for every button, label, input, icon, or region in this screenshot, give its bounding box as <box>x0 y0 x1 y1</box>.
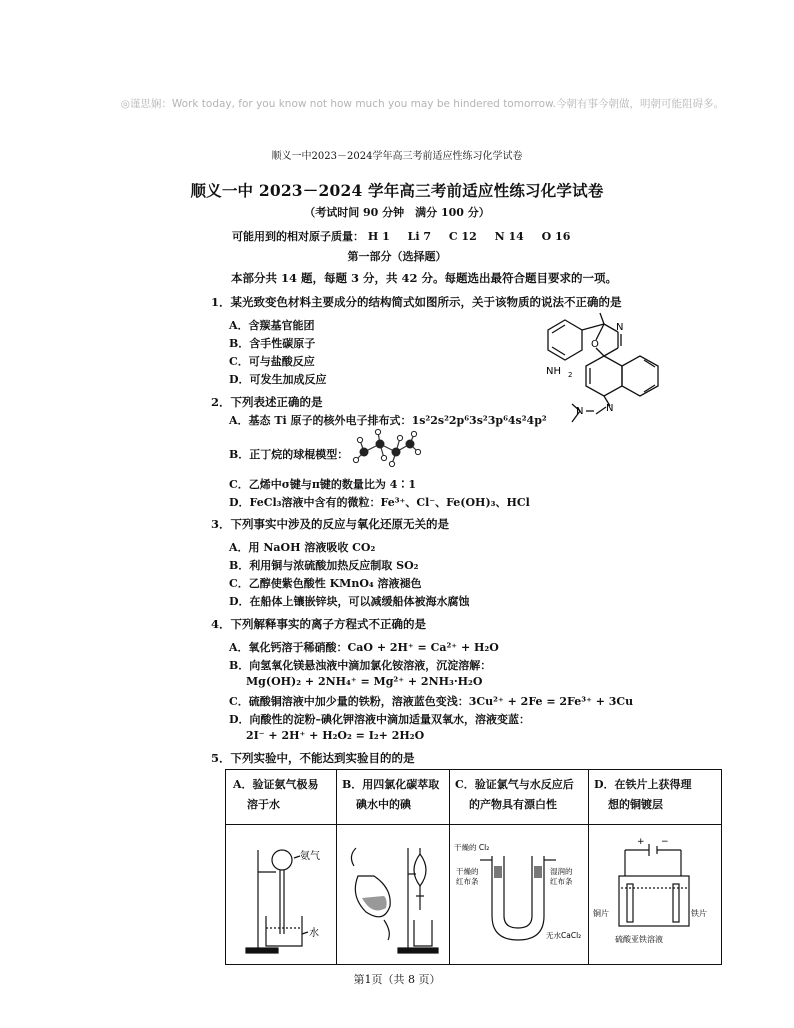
atomic-mass-o: O 16 <box>541 230 571 243</box>
question-4-option-d: D．向酸性的淀粉–碘化钾溶液中滴加适量双氧水，溶液变蓝： <box>229 713 531 726</box>
question-5-options-table <box>225 769 722 965</box>
label-wet-cloth: 湿润的 <box>550 867 573 876</box>
atomic-mass-h: H 1 <box>367 230 390 243</box>
cell-b-line1: B．用四氯化碳萃取 <box>342 778 440 791</box>
plus-sign: + <box>637 837 645 847</box>
question-4-option-b: B．向氢氧化镁悬浊液中滴加氯化铵溶液，沉淀溶解： <box>229 659 492 672</box>
atomic-label: 可能用到的相对原子质量： <box>232 230 364 243</box>
question-4-option-c: C．硫酸铜溶液中加少量的铁粉，溶液蓝色变浅：3Cu²⁺ + 2Fe = 2Fe³⁺ + 3Cu <box>229 695 634 708</box>
question-2-stem: 2．下列表述正确的是 <box>211 395 323 409</box>
q1-nh2-subscript: 2 <box>568 371 573 379</box>
label-dry-cloth-1: 干燥的 <box>456 867 479 876</box>
label-red-cloth-1: 红布条 <box>456 877 479 886</box>
separatory-funnel-apparatus <box>344 836 448 958</box>
page-footer: 第1页（共 8 页） <box>353 973 441 986</box>
label-copper-plate: 铜片 <box>593 909 609 918</box>
label-anhydrous-cacl2: 无水CaCl₂ <box>546 931 582 940</box>
part-title: 第一部分（选择题） <box>347 250 447 263</box>
q1-nitrogen-label: N <box>616 322 624 333</box>
label-red-cloth-2: 红布条 <box>550 877 573 886</box>
question-5-stem: 5．下列实验中，不能达到实验目的的是 <box>211 751 415 765</box>
question-3-option-a: A．用 NaOH 溶液吸收 CO₂ <box>229 541 376 554</box>
cell-a-line1: A．验证氨气极易 <box>233 778 319 791</box>
q1-amidine-n1-label: N <box>606 403 614 414</box>
question-1-option-a: A．含羰基官能团 <box>229 319 315 332</box>
exam-subtitle: （考试时间 90 分钟 满分 100 分） <box>304 206 490 219</box>
question-1-option-b: B．含手性碳原子 <box>229 337 316 350</box>
question-2-option-a-prefix: A．基态 Ti 原子的核外电子排布式： <box>229 414 412 427</box>
watermark: ◎谨思娴：Work today, for you know not how much you may be hindered tomorrow.今朝有事今朝做，明朝可能阻碍多。 <box>120 98 724 110</box>
cell-c-text <box>455 775 585 815</box>
cell-d-line2: 想的铜镀层 <box>608 798 663 811</box>
atomic-mass-n: N 14 <box>494 230 524 243</box>
label-water: 水 <box>309 928 319 939</box>
butane-ball-stick-model <box>352 428 422 470</box>
cell-a-text <box>233 775 349 815</box>
cell-c-line2: 的产物具有漂白性 <box>469 798 557 811</box>
question-2-option-a-formula: 1s²2s²2p⁶3s²3p⁶4s²4p² <box>411 414 547 427</box>
cell-b-line2: 碘水中的碘 <box>356 798 411 811</box>
question-4-option-b-equation: Mg(OH)₂ + 2NH₄⁺ = Mg²⁺ + 2NH₃·H₂O <box>246 675 483 688</box>
q1-nh2-label: NH <box>546 366 561 377</box>
label-iron-plate: 铁片 <box>691 909 707 918</box>
q1-amidine-n2-label: N <box>576 406 584 417</box>
question-3-option-c: C．乙醇使紫色酸性 KMnO₄ 溶液褪色 <box>229 577 422 590</box>
running-header: 顺义一中2023－2024学年高三考前适应性练习化学试卷 <box>271 151 523 162</box>
question-1-option-c: C．可与盐酸反应 <box>229 355 315 368</box>
minus-sign: − <box>661 837 669 847</box>
ammonia-fountain-apparatus <box>236 836 332 958</box>
cell-d-line1: D．在铁片上获得理 <box>594 778 692 791</box>
label-ferrous-sulfate: 硫酸亚铁溶液 <box>615 935 663 944</box>
question-1-stem: 1．某光致变色材料主要成分的结构简式如图所示，关于该物质的说法不正确的是 <box>211 295 622 309</box>
electroplating-apparatus <box>591 836 721 958</box>
question-4-option-d-equation: 2I⁻ + 2H⁺ + H₂O₂ = I₂+ 2H₂O <box>246 729 425 742</box>
question-3-option-d: D．在船体上镶嵌锌块，可以减缓船体被海水腐蚀 <box>229 595 470 608</box>
question-4-stem: 4．下列解释事实的离子方程式不正确的是 <box>211 617 426 631</box>
q1-oxygen-label: O <box>591 339 599 350</box>
atomic-masses <box>232 228 570 244</box>
cell-c-line1: C．验证氯气与水反应后 <box>455 778 574 791</box>
table-header-divider <box>226 824 721 825</box>
atomic-mass-c: C 12 <box>448 230 477 243</box>
question-4-option-a: A．氧化钙溶于稀硝酸：CaO + 2H⁺ = Ca²⁺ + H₂O <box>229 641 499 654</box>
atomic-mass-li: Li 7 <box>407 230 431 243</box>
section-intro: 本部分共 14 题，每题 3 分，共 42 分。每题选出最符合题目要求的一项。 <box>231 271 618 285</box>
cell-b-text <box>342 775 458 815</box>
question-2-option-c: C．乙烯中σ键与π键的数量比为 4∶1 <box>229 478 417 491</box>
page-title: 顺义一中 2023－2024 学年高三考前适应性练习化学试卷 <box>190 181 604 200</box>
question-2-option-a <box>229 412 547 428</box>
cell-a-line2: 溶于水 <box>247 798 280 811</box>
question-3-stem: 3．下列事实中涉及的反应与氧化还原无关的是 <box>211 517 449 531</box>
cell-d-text <box>594 775 710 815</box>
question-2-option-b: B．正丁烷的球棍模型： <box>229 448 349 461</box>
chlorine-u-tube-apparatus <box>452 836 588 958</box>
question-1-option-d: D．可发生加成反应 <box>229 373 327 386</box>
question-2-option-d: D．FeCl₃溶液中含有的微粒：Fe³⁺、Cl⁻、Fe(OH)₃、HCl <box>229 496 530 509</box>
label-dry-chlorine: 干燥的 Cl₂ <box>454 843 490 852</box>
question-3-option-b: B．利用铜与浓硫酸加热反应制取 SO₂ <box>229 559 419 572</box>
question-1-structure-diagram <box>538 310 708 428</box>
label-ammonia: 氨气 <box>300 851 320 862</box>
